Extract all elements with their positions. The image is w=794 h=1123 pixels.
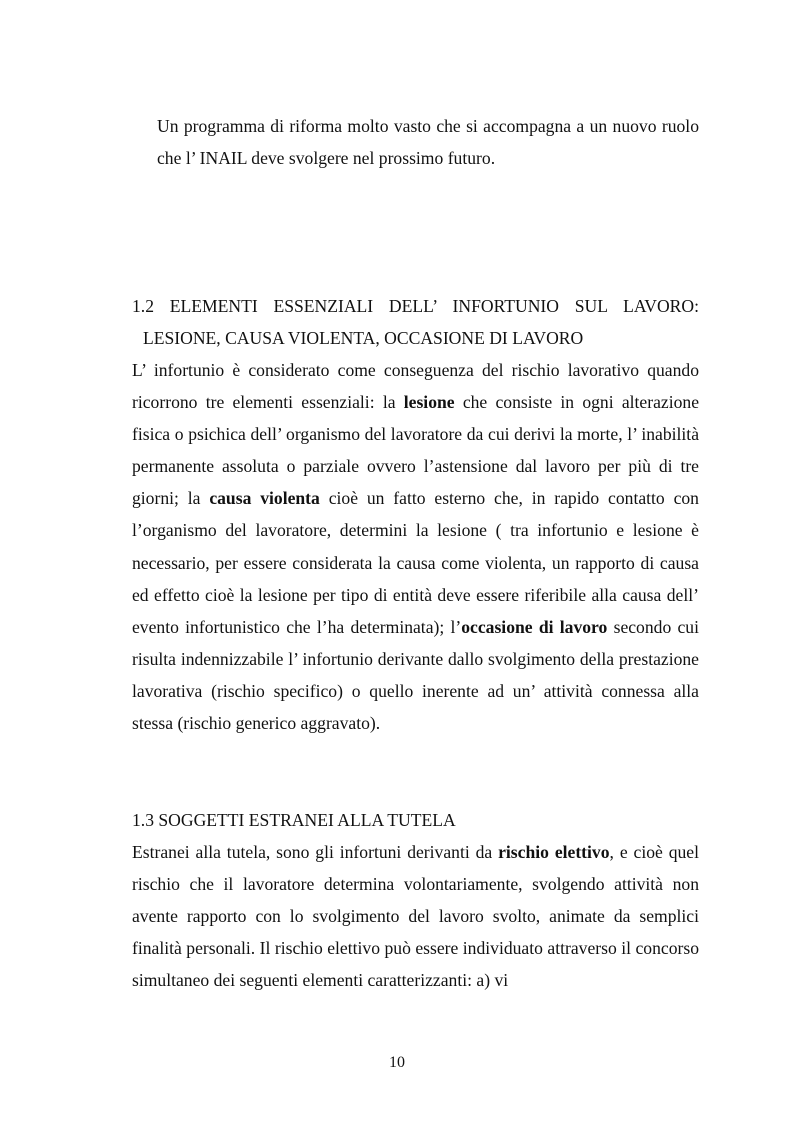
section-heading-1-2-line1: 1.2 ELEMENTI ESSENZIALI DELL’ INFORTUNIO SUL LAVORO: [132,296,699,316]
section-1-2-paragraph [132,354,699,739]
text-run: Estranei alla tutela, sono gli infortuni derivanti da [132,842,499,862]
text-run: che consiste in ogni alterazione fisica o psichica dell’ organismo del lavoratore da cui derivi la morte, l’ inabilità permanente assoluta o parziale ovvero l’astensione dal lavoro per più di tre giorni; la [132,392,700,509]
intro-text: Un programma di riforma molto vasto che si accompagna a un nuovo ruolo che l’ INAIL deve svolgere nel prossimo futuro. [157,116,699,169]
section-heading-1-2-line2: LESIONE, CAUSA VIOLENTA, OCCASIONE DI LAVORO [143,328,584,349]
bold-term-lesione: lesione [403,392,455,413]
bold-term-rischio-elettivo: rischio elettivo [498,842,610,862]
section-heading-1-3-text: 1.3 SOGGETTI ESTRANEI ALLA TUTELA [132,810,456,830]
text-run: L’ infortunio è considerato come conseguenza del rischio lavorativo quando ricorrono tre elementi essenziali: la [132,360,699,413]
intro-paragraph [157,110,699,174]
section-1-3-paragraph [132,836,699,996]
section-heading-1-2 [132,290,699,354]
bold-term-occasione-di-lavoro: occasione di lavoro [461,616,608,637]
page-number: 10 [389,1054,405,1071]
section-heading-1-3 [132,804,699,836]
text-run: cioè un fatto esterno che, in rapido contatto con l’organismo del lavoratore, determini la lesione ( tra infortunio e lesione è necessario, per essere considerata la causa come violenta, un rapporto di causa ed effetto cioè la lesione per tipo di entità deve essere riferibile alla causa dell’ evento infortunistico che l’ha determinata); l’ [132,488,699,637]
text-run: secondo cui risulta indennizzabile l’ infortunio derivante dallo svolgimento della prestazione lavorativa (rischio specifico) o quello inerente ad un’ attività connessa alla stessa (rischio generico aggravato). [132,616,699,734]
bold-term-causa-violenta: causa violenta [209,488,320,509]
text-run: , e cioè quel rischio che il lavoratore determina volontariamente, svolgendo attività non avente rapporto con lo svolgimento del lavoro svolto, animate da semplici finalità personali. Il rischio elettivo può essere individuato attraverso il concorso simultaneo dei seguenti elementi caratterizzanti: a) vi [132,842,699,991]
